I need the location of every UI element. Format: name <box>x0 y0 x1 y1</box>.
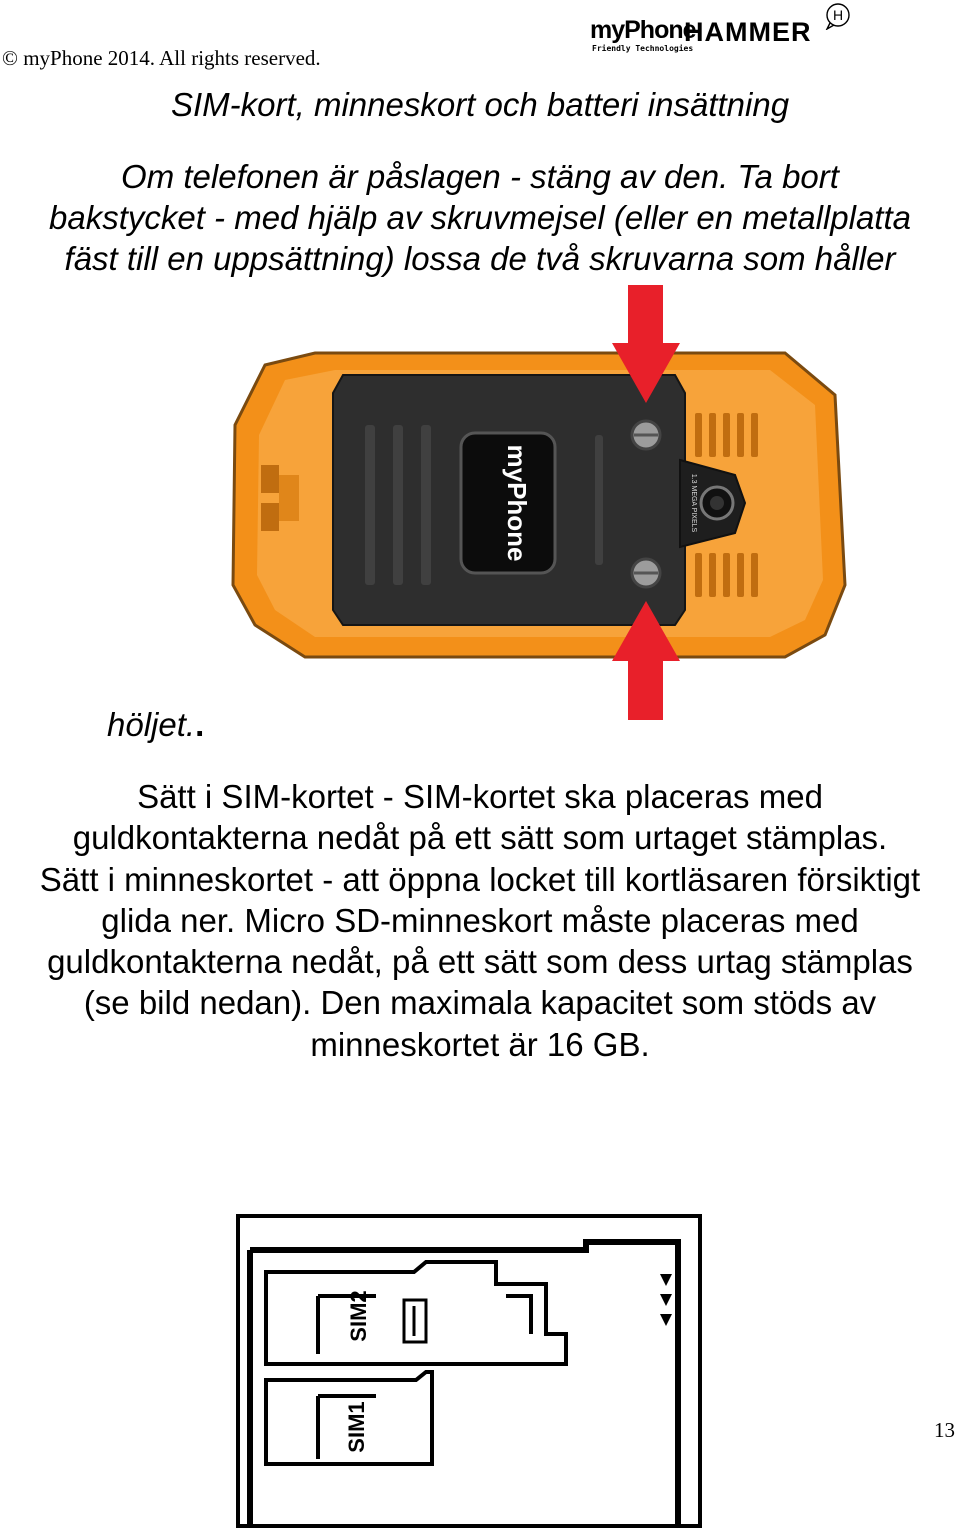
intro-line: fäst till en uppsättning) lossa de två skruvarna som håller <box>64 240 896 277</box>
phone-brand-label: myPhone <box>502 444 532 562</box>
intro-tail: höljet.. <box>107 706 205 743</box>
sim-slot-diagram <box>236 1214 702 1528</box>
phone-back-illustration <box>225 285 855 725</box>
body-line: (se bild nedan). Den maximala kapacitet som stöds av <box>83 984 877 1022</box>
logo-h-icon <box>824 2 852 30</box>
insertion-instructions <box>0 776 960 1065</box>
body-line: guldkontakterna nedåt, på ett sätt som dess urtag stämplas <box>47 943 913 981</box>
body-line: guldkontakterna nedåt på ett sätt som urtaget stämplas. <box>72 819 888 857</box>
svg-text:H: H <box>832 7 844 23</box>
body-line: Sätt i minneskortet - att öppna locket till kortläsaren försiktigt <box>39 860 921 898</box>
section-title: SIM-kort, minneskort och batteri insättning <box>170 86 790 123</box>
body-line: minneskortet är 16 GB. <box>310 1025 650 1063</box>
body-line: Sätt i SIM-kortet - SIM-kortet ska placeras med <box>137 778 823 815</box>
brand-logo <box>588 2 858 58</box>
logo-hammer: HAMMER <box>684 17 812 47</box>
sim1-label: SIM1 <box>344 1401 369 1453</box>
intro-line: bakstycket - med hjälp av skruvmejsel (eller en metallplatta <box>48 199 911 236</box>
logo-myphone: myPhone <box>590 16 696 44</box>
copyright-notice: © myPhone 2014. All rights reserved. <box>2 46 321 70</box>
logo-tagline: Friendly Technologies <box>592 44 694 53</box>
body-line: glida ner. Micro SD-minneskort måste placeras med <box>101 901 859 939</box>
page-number: 13 <box>934 1418 955 1442</box>
sim2-label: SIM2 <box>346 1290 371 1342</box>
intro-paragraph <box>0 156 960 279</box>
intro-line: Om telefonen är påslagen - stäng av den. Ta bort <box>121 158 839 195</box>
svg-text:1.3 MEGA PIXELS: 1.3 MEGA PIXELS <box>690 473 697 533</box>
